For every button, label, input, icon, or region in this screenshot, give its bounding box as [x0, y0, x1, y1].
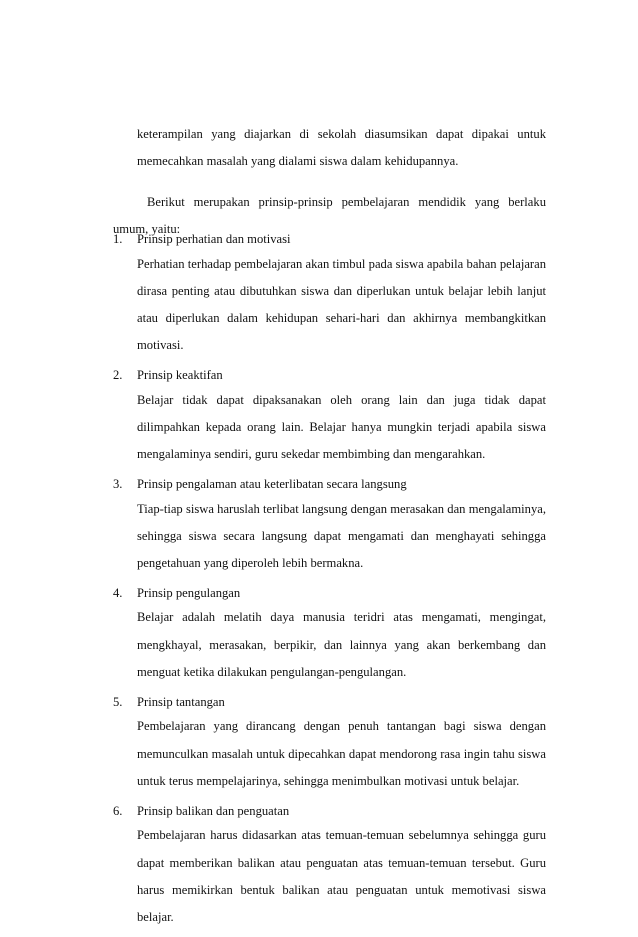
list-item [113, 229, 546, 360]
list-item-body: Pembelajaran yang dirancang dengan penuh tantangan bagi siswa dengan memunculkan masalah untuk dipecahkan dapat mendorong rasa ingin tahu siswa untuk terus mempelajarinya, sehingga menimbulkan motivasi untuk belajar. [137, 719, 546, 788]
list-item [113, 583, 546, 686]
list-item-title: Prinsip balikan dan penguatan [137, 803, 290, 818]
principles-list [113, 229, 546, 937]
list-item [113, 365, 546, 468]
list-item-body: Tiap-tiap siswa haruslah terlibat langsung dengan merasakan dan mengalaminya, sehingga siswa secara langsung dapat mengamati dan menghayati sehingga pengetahuan yang diperoleh lebih bermakna. [137, 501, 546, 571]
list-item-title: Prinsip pengulangan [137, 585, 241, 600]
list-item-body: Belajar adalah melatih daya manusia teridri atas mengamati, mengingat, mengkhayal, merasakan, berpikir, dan lainnya yang akan berkembang dan menguat ketika dilakukan pengulangan-pengulangan. [137, 610, 546, 680]
continuation-paragraph: keterampilan yang diajarkan di sekolah diasumsikan dapat dipakai untuk memecahkan masalah yang dialami siswa dalam kehidupannya. [137, 127, 546, 168]
list-item-title: Prinsip tantangan [137, 694, 225, 709]
list-item-title: Prinsip keaktifan [137, 368, 223, 383]
list-item [113, 801, 546, 932]
list-item-number: 6. [113, 803, 123, 818]
list-item [113, 692, 546, 795]
list-item-title: Prinsip perhatian dan motivasi [137, 232, 291, 246]
list-item-body: Pembelajaran harus didasarkan atas temuan-temuan sebelumnya sehingga guru dapat memberikan balikan atau penguatan atas temuan-temuan tersebut. Guru harus memikirkan bentuk balikan atau penguatan untuk memotivasi siswa belajar. [137, 828, 546, 925]
list-item-body: Belajar tidak dapat dipaksanakan oleh orang lain dan juga tidak dapat dilimpahkan kepada orang lain. Belajar hanya mungkin terjadi apabila siswa mengalaminya sendiri, guru sekedar membimbing dan mengarahkan. [137, 392, 546, 462]
list-item-number: 1. [113, 232, 123, 246]
list-item-number: 5. [113, 694, 123, 709]
list-item-number: 3. [113, 477, 123, 492]
list-item-body: Perhatian terhadap pembelajaran akan timbul pada siswa apabila bahan pelajaran dirasa penting atau dibutuhkan siswa dan diperlukan untuk belajar lebih lanjut atau diperlukan dalam kehidupan sehari-hari dan akhirnya membangkitkan motivasi. [137, 256, 546, 353]
intro-paragraph: Berikut merupakan prinsip-prinsip pembelajaran mendidik yang berlaku umum, yaitu: [113, 195, 546, 236]
list-item-number: 4. [113, 585, 123, 600]
list-item-number: 2. [113, 368, 123, 383]
list-item [113, 474, 546, 577]
list-item-title: Prinsip pengalaman atau keterlibatan secara langsung [137, 477, 407, 492]
